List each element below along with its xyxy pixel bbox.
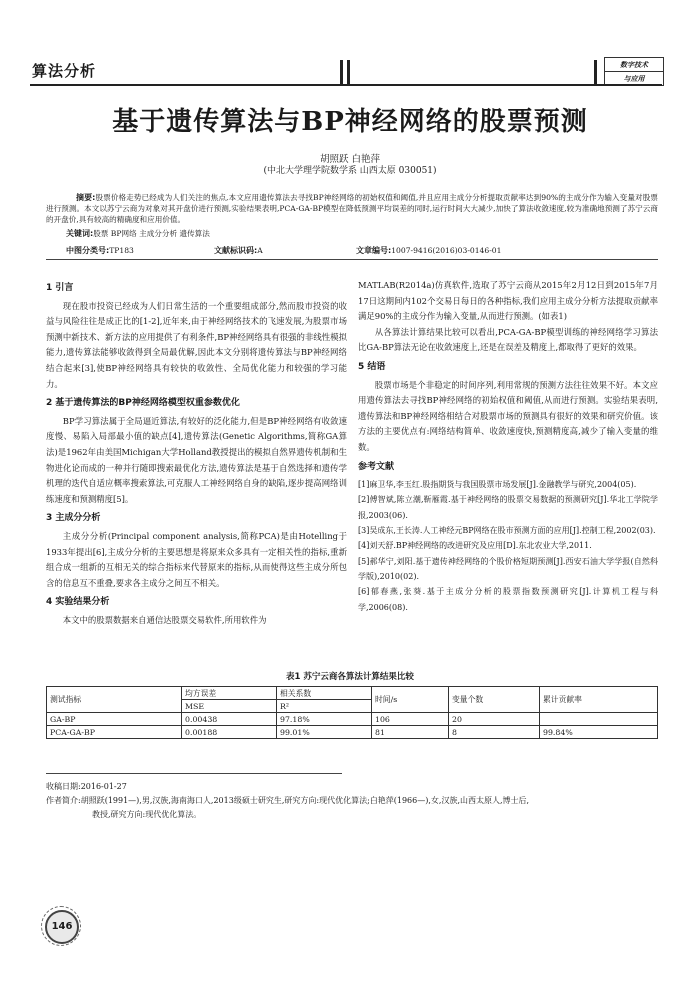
row-cum	[540, 713, 658, 726]
row-r2: 97.18%	[277, 713, 372, 726]
article-no-value: 1007-9416(2016)03-0146-01	[391, 246, 502, 255]
article-title: 基于遗传算法与BP神经网络的股票预测	[112, 107, 588, 137]
abstract-text: 股票价格走势已经成为人们关注的焦点,本文应用遗传算法去寻找BP神经网络的初始权值和阈值,并且应用主成分分析提取贡献率达到90%的主成分作为输入变量对股票进行预测。本文以苏宁云商为对象对其开盘价进行预测,实验结果表明,PCA-GA-BP模型在降低预测平均误差的同时,运行时间大大减少,加快了算法收敛速度,较为准确地预测了苏宁云商的开盘价,具有较高的精确度和应用价值。	[46, 193, 658, 224]
row-vars: 8	[449, 726, 540, 739]
section-5-heading: 5 结语	[358, 361, 386, 372]
header-variable-count: 变量个数	[449, 687, 540, 713]
header-mean-error: 均方误差	[182, 687, 277, 700]
table-header-row	[47, 687, 658, 700]
results-table	[46, 686, 658, 739]
keywords: 股票 BP网络 主成分分析 遗传算法	[93, 229, 210, 238]
header-bar-3	[594, 60, 597, 86]
clc-value: TP183	[109, 246, 134, 255]
section-1-heading: 1 引言	[46, 283, 74, 293]
header-indicator: 测试指标	[47, 687, 182, 713]
section-3-heading: 3 主成分分析	[46, 513, 101, 524]
row-r2: 99.01%	[277, 726, 372, 739]
received-date: 收稿日期:2016-01-27	[46, 782, 127, 791]
row-name: PCA-GA-BP	[47, 726, 182, 739]
logo-bottom-text: 与应用	[623, 74, 645, 83]
row-cum: 99.84%	[540, 726, 658, 739]
header-rule	[30, 84, 662, 86]
section-1-paragraph: 现在股市投资已经成为人们日常生活的一个重要组成部分,然而股市投资的收益与风险往往是成正比的[1-2],近年来,由于神经网络技术的飞速发展,为股票市场预测中新技术、新方法的应用提供了有利条件,BP神经网络具有很强的非线性模拟能力,遗传算法能够收敛得到全局最优解,因此本文分别将遗传算法与BP神经网络结合起来[3],使BP神经网络具有较快的收敛性、全局优化能力和较强的学习能力。	[46, 300, 347, 389]
section-5-paragraph: 股票市场是个非稳定的时间序列,利用常规的预测方法往往效果不好。本文应用遗传算法去寻找BP神经网络的初始权值和阈值,从而进行预测。实验结果表明,遗传算法和BP神经网络相结合对股票市场的预测具有很好的效果和研究价值。该方法的主要优点有:网络结构简单、收敛速度快,预测精度高,减少了输入变量的维数。	[358, 379, 658, 452]
section-4-heading: 4 实验结果分析	[46, 597, 110, 608]
abstract	[46, 192, 658, 225]
logo-top-text: 数字技术	[620, 60, 648, 69]
comparison-paragraph: 从各算法计算结果比较可以看出,PCA-GA-BP模型训练的神经网络学习算法比GA-BP算法无论在收敛速度上,还是在误差及精度上,都取得了更好的效果。	[358, 326, 658, 353]
section-4-paragraph: 本文中的股票数据来自通信达股票交易软件,所用软件为	[62, 614, 267, 625]
section-2-paragraph: BP学习算法属于全局逼近算法,有较好的泛化能力,但是BP神经网络有收敛速度慢、易陷入局部最小值的缺点[4],遗传算法(Genetic Algorithms,简称GA算法)是1962年由美国Michigan大学Holland教授提出的模拟自然界遗传机制和生物进化论而成的一种并行随即搜索最优化方法,遗传算法是基于自然选择和遗传学机理的迭代自适应概率搜索算法,可克服人工神经网络自身的缺陷,逐步提高网络训练速度和预测精度[5]。	[46, 415, 347, 504]
row-mse: 0.00438	[182, 713, 277, 726]
header-cumulative-contribution: 累计贡献率	[540, 687, 658, 713]
doc-code-label: 文献标识码:	[214, 246, 258, 255]
article-no-field	[356, 245, 501, 256]
header-correlation: 相关系数	[277, 687, 372, 700]
doc-code-field	[214, 245, 263, 256]
section-3-paragraph: 主成分分析(Principal component analysis,简称PCA)是由Hotelling于1933年提出[6],主成分分析的主要思想是将原来众多具有一定相关性的指标,重新组合成一组新的互相无关的综合指标来代替原来的指标,从而使得这些主成分所包含的信息互不重叠,要求各主成分之间互不相关。	[46, 530, 347, 588]
row-vars: 20	[449, 713, 540, 726]
references-list	[358, 477, 658, 615]
article-affiliation: (中北大学理学院数学系 山西太原 030051)	[263, 166, 437, 176]
header-bar-1	[340, 60, 343, 86]
reference-item: [5]郝华宁,刘阳.基于遗传神经网络的个股价格短期预测[J].西安石油大学学报(自然科学版),2010(02).	[358, 556, 658, 581]
header-time: 时间/s	[372, 687, 449, 713]
table-row	[47, 713, 658, 726]
keywords-label: 关键词:	[66, 229, 94, 238]
references-heading: 参考文献	[358, 461, 395, 472]
doc-code-value: A	[257, 246, 263, 255]
reference-item: [6]郁春燕,张葵.基于主成分分析的股票指数预测研究[J].计算机工程与科学,2006(08).	[358, 587, 658, 612]
reference-item: [4]刘天舒.BP神经网络的改进研究及应用[D].东北农业大学,2011.	[358, 541, 592, 551]
footnote-rule	[46, 773, 342, 774]
left-column	[46, 277, 347, 628]
reference-item: [2]傅智斌,陈立潮,靳雁霞.基于神经网络的股票交易数据的预测研究[J].华北工学院学报,2003(06).	[358, 495, 658, 520]
author-intro-line-1: 作者简介:胡照跃(1991—),男,汉族,海南海口人,2013级硕士研究生,研究方向:现代优化算法;白艳萍(1966—),女,汉族,山西太原人,博士后,	[46, 796, 530, 805]
table-row	[47, 726, 658, 739]
abstract-label: 摘要:	[76, 193, 96, 202]
right-column	[358, 276, 658, 615]
table-caption: 表1 苏宁云商各算法计算结果比较	[286, 672, 414, 682]
header-mse: MSE	[182, 700, 277, 713]
reference-item: [3]吴成东,王长涛.人工神经元BP网络在股市预测方面的应用[J].控制工程,2002(03).	[358, 526, 656, 536]
author-intro-line-2: 教授,研究方向:现代优化算法。	[92, 810, 202, 819]
clc-label: 中图分类号:	[66, 246, 110, 255]
abstract-divider	[46, 259, 658, 260]
row-time: 81	[372, 726, 449, 739]
article-no-label: 文章编号:	[356, 246, 392, 255]
row-name: GA-BP	[47, 713, 182, 726]
section-2-heading: 2 基于遗传算法的BP神经网络模型权重参数优化	[46, 398, 240, 409]
keywords-line	[66, 228, 210, 239]
article-authors: 胡照跃 白艳萍	[319, 154, 381, 165]
continued-paragraph: MATLAB(R2014a)仿真软件,选取了苏宁云商从2015年2月12日到2015年7月17日这期间内102个交易日每日的各种指标,我们应用主成分分析方法提取贡献率满足90%的主成分作为输入变量,从而进行预测。(如表1)	[358, 280, 658, 322]
row-time: 106	[372, 713, 449, 726]
row-mse: 0.00188	[182, 726, 277, 739]
clc-field	[66, 245, 134, 256]
header-bar-2	[347, 60, 350, 86]
reference-item: [1]麻卫华,李玉红.股指期货与我国股票市场发展[J].金融教学与研究,2004(05).	[358, 480, 637, 490]
header-r2: R²	[277, 700, 372, 713]
journal-logo	[604, 57, 664, 86]
page-number: 146	[45, 910, 79, 944]
section-label: 算法分析	[32, 62, 97, 80]
